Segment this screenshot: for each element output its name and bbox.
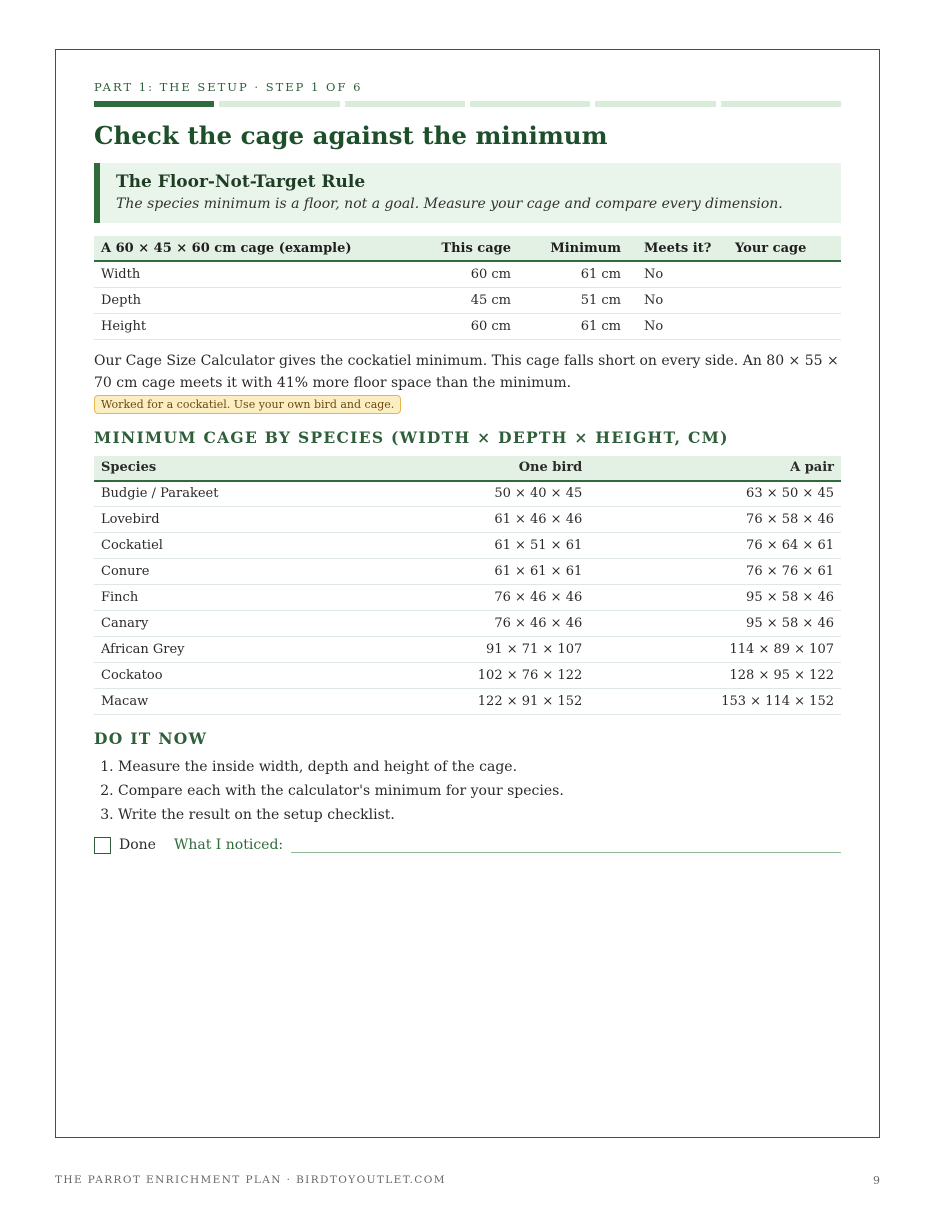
paragraph-text: Our Cage Size Calculator gives the cockatiel minimum. This cage falls short on every side. An 80 × 55 × 70 cm cage meets it with 41% more floor space than the minimum. <box>94 352 839 391</box>
one-bird-cell: 76 × 46 × 46 <box>354 611 589 637</box>
one-bird-cell: 61 × 46 × 46 <box>354 507 589 533</box>
species-name-cell: Conure <box>94 559 354 585</box>
table-row <box>94 689 841 715</box>
compare-header-meets: Meets it? <box>628 236 728 261</box>
your-cage-cell[interactable] <box>728 287 841 313</box>
progress-segment-4 <box>470 101 590 107</box>
species-header-species: Species <box>94 456 354 481</box>
species-header-row <box>94 456 841 481</box>
compare-header-minimum: Minimum <box>518 236 628 261</box>
species-minimum-table <box>94 456 841 716</box>
species-name-cell: African Grey <box>94 637 354 663</box>
one-bird-cell: 91 × 71 × 107 <box>354 637 589 663</box>
one-bird-cell: 102 × 76 × 122 <box>354 663 589 689</box>
table-row <box>94 611 841 637</box>
progress-segment-1 <box>94 101 214 107</box>
step-label: PART 1: THE SETUP · STEP 1 OF 6 <box>94 80 363 94</box>
compare-header-your-cage: Your cage <box>728 236 841 261</box>
calculator-paragraph <box>94 350 841 416</box>
your-cage-cell[interactable] <box>728 313 841 339</box>
meets-cell: No <box>628 287 728 313</box>
species-name-cell: Canary <box>94 611 354 637</box>
meets-cell: No <box>628 313 728 339</box>
page-title: Check the cage against the minimum <box>94 121 608 150</box>
compare-header-row <box>94 236 841 261</box>
this-cage-cell: 45 cm <box>424 287 518 313</box>
one-bird-cell: 122 × 91 × 152 <box>354 689 589 715</box>
table-row <box>94 585 841 611</box>
pair-cell: 76 × 58 × 46 <box>589 507 841 533</box>
table-row <box>94 663 841 689</box>
meets-cell: No <box>628 261 728 287</box>
progress-segment-2 <box>219 101 339 107</box>
one-bird-cell: 61 × 51 × 61 <box>354 533 589 559</box>
pair-cell: 95 × 58 × 46 <box>589 611 841 637</box>
action-steps-list <box>94 755 841 827</box>
this-cage-cell: 60 cm <box>424 313 518 339</box>
species-name-cell: Lovebird <box>94 507 354 533</box>
progress-segment-6 <box>721 101 841 107</box>
list-item: 2. Compare each with the calculator's minimum for your species. <box>118 779 841 803</box>
callout-body: The species minimum is a floor, not a goal. Measure your cage and compare every dimension. <box>116 196 783 212</box>
done-row <box>94 835 841 855</box>
species-header-pair: A pair <box>589 456 841 481</box>
cage-compare-table <box>94 236 841 340</box>
minimum-cell: 61 cm <box>518 261 628 287</box>
progress-bar <box>94 101 841 107</box>
dimension-cell: Width <box>94 261 424 287</box>
done-checkbox[interactable] <box>94 837 111 854</box>
your-cage-cell[interactable] <box>728 261 841 287</box>
table-row <box>94 313 841 339</box>
progress-segment-3 <box>345 101 465 107</box>
species-name-cell: Macaw <box>94 689 354 715</box>
species-name-cell: Cockatiel <box>94 533 354 559</box>
list-item: 3. Write the result on the setup checklist. <box>118 803 841 827</box>
table-row <box>94 481 841 507</box>
noticed-label: What I noticed: <box>173 837 284 853</box>
minimum-cell: 51 cm <box>518 287 628 313</box>
one-bird-cell: 50 × 40 × 45 <box>354 481 589 507</box>
page-content <box>94 80 841 855</box>
compare-header-example: A 60 × 45 × 60 cm cage (example) <box>94 236 424 261</box>
do-it-now-heading: DO IT NOW <box>94 729 208 748</box>
page-number: 9 <box>873 1174 880 1187</box>
pair-cell: 63 × 50 × 45 <box>589 481 841 507</box>
pair-cell: 128 × 95 × 122 <box>589 663 841 689</box>
one-bird-cell: 76 × 46 × 46 <box>354 585 589 611</box>
minimum-cell: 61 cm <box>518 313 628 339</box>
species-header-one-bird: One bird <box>354 456 589 481</box>
list-item: 1. Measure the inside width, depth and height of the cage. <box>118 755 841 779</box>
table-row <box>94 637 841 663</box>
footer-publication: THE PARROT ENRICHMENT PLAN · BIRDTOYOUTLET.COM <box>55 1174 446 1186</box>
table-row <box>94 507 841 533</box>
compare-header-this-cage: This cage <box>424 236 518 261</box>
table-row <box>94 559 841 585</box>
dimension-cell: Height <box>94 313 424 339</box>
pair-cell: 114 × 89 × 107 <box>589 637 841 663</box>
progress-segment-5 <box>595 101 715 107</box>
species-name-cell: Finch <box>94 585 354 611</box>
table-row <box>94 533 841 559</box>
pair-cell: 76 × 76 × 61 <box>589 559 841 585</box>
species-name-cell: Budgie / Parakeet <box>94 481 354 507</box>
noticed-input-line[interactable] <box>291 837 841 853</box>
this-cage-cell: 60 cm <box>424 261 518 287</box>
table-row <box>94 287 841 313</box>
one-bird-cell: 61 × 61 × 61 <box>354 559 589 585</box>
table-row <box>94 261 841 287</box>
done-label: Done <box>119 837 156 853</box>
pair-cell: 76 × 64 × 61 <box>589 533 841 559</box>
dimension-cell: Depth <box>94 287 424 313</box>
species-name-cell: Cockatoo <box>94 663 354 689</box>
callout-title: The Floor-Not-Target Rule <box>116 172 366 192</box>
pair-cell: 95 × 58 × 46 <box>589 585 841 611</box>
rule-callout <box>94 163 841 223</box>
species-section-heading: MINIMUM CAGE BY SPECIES (WIDTH × DEPTH × HEIGHT, CM) <box>94 427 729 447</box>
example-note-badge: Worked for a cockatiel. Use your own bird and cage. <box>94 395 401 414</box>
pair-cell: 153 × 114 × 152 <box>589 689 841 715</box>
page-frame <box>55 49 880 1138</box>
